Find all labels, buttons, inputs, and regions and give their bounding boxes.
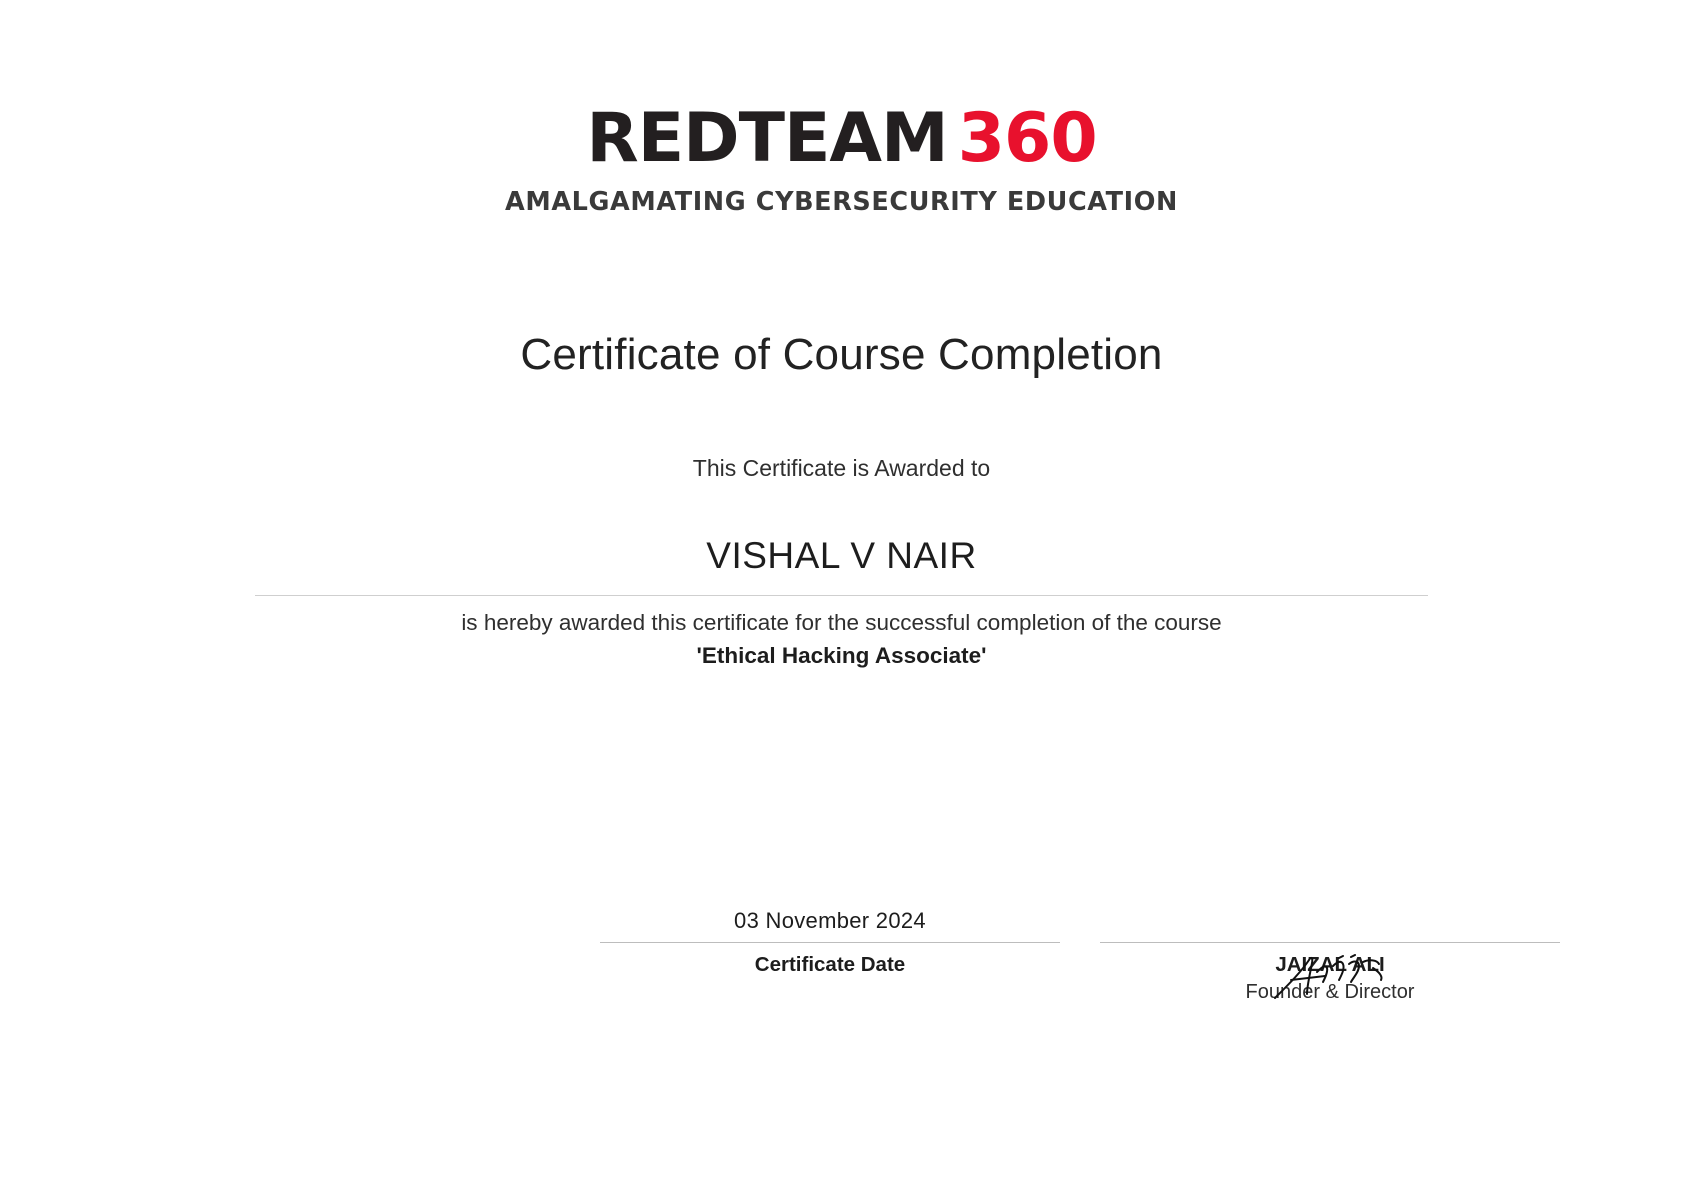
signatory-name: JAIZAL ALI [1275, 953, 1385, 976]
certificate-date-divider [600, 942, 1060, 943]
signatory-divider [1100, 942, 1560, 943]
signatory-title: Founder & Director [1245, 981, 1415, 1003]
recipient-block [255, 535, 1428, 596]
certificate-date-value: 03 November 2024 [734, 908, 926, 933]
signature-row [600, 900, 1600, 1004]
signature-slot [1100, 900, 1560, 942]
certificate-date-caption: Certificate Date [754, 953, 906, 976]
recipient-name: VISHAL V NAIR [706, 535, 977, 576]
certificate-date-block [600, 900, 1060, 1004]
logo-wordmark-number: 360 [957, 99, 1097, 178]
page-title: Certificate of Course Completion [520, 330, 1163, 379]
award-statement: is hereby awarded this certificate for the successful completion of the course [461, 610, 1222, 635]
recipient-divider [255, 595, 1428, 596]
brand-logo [0, 99, 1683, 217]
handwritten-signature-icon [1255, 954, 1405, 1002]
course-name: 'Ethical Hacking Associate' [696, 643, 987, 668]
logo-wordmark [0, 99, 1683, 178]
logo-wordmark-main: REDTEAM [586, 99, 948, 178]
signatory-block [1100, 900, 1560, 1004]
awarded-to-label: This Certificate is Awarded to [692, 455, 991, 481]
logo-tagline: AMALGAMATING CYBERSECURITY EDUCATION [505, 187, 1178, 217]
